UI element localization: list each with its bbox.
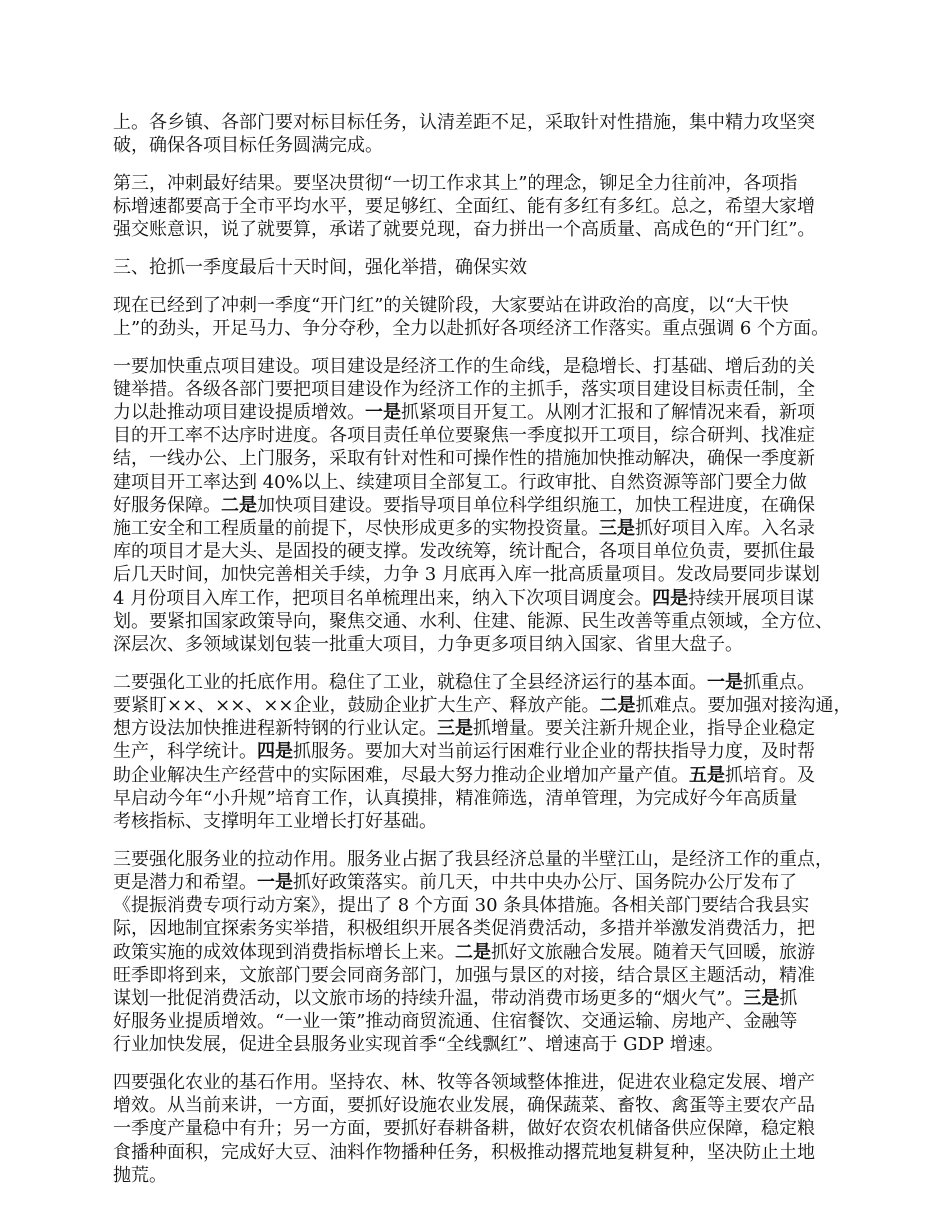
text-run: 抓好文旅融合发展。随着天气回暖，旅游 旺季即将到来，文旅部门要会同商务部门，加强与景区的对接，结合景区主题活动，精准 谋划一批促消费活动，以文旅市场的持续升温，带动消费市场更多的“烟火气”。 [113, 941, 815, 1009]
text-run: 现在已经到了冲刺一季度“开门红”的关键阶段，大家要站在讲政治的高度，以“大干快 上”的劲头，开足马力、争分夺秒，全力以赴抓好各项经济工作落实。重点强调 6 个方面。 [113, 294, 830, 339]
paragraph [113, 848, 853, 1057]
bold-keyword: 一是 [707, 671, 743, 693]
bold-keyword: 三是 [743, 987, 780, 1009]
text-run: 四要强化农业的基石作用。坚持农、林、牧等各领域整体推进，促进农业稳定发展、增产 增效。从当前来讲，一方面，要抓好设施农业发展，确保蔬菜、畜牧、禽蛋等主要农产品 一季度产量稳中有升；另一方面，要抓好春耕备耕，做好农资农机储备供应保障，稳定粮 食播种面积，完成好大豆、油料作物播种任务，积极推动撂荒地复耕复种，坚决防止土地 抛荒。 [113, 1072, 815, 1186]
bold-keyword: 一是 [257, 871, 293, 893]
bold-keyword: 二是 [455, 941, 491, 963]
bold-keyword: 三是 [599, 518, 635, 540]
paragraph [113, 355, 853, 657]
text-run: 二要强化工业的托底作用。稳住了工业，就稳住了全县经济运行的基本面。 [113, 671, 707, 693]
text-run: 加快项目建设。要指导项目单位科学组织施工，加快工程进度，在确保 施工安全和工程质量的前提下，尽快形成更多的实物投资量。 [113, 494, 815, 540]
bold-keyword: 二是 [599, 694, 636, 716]
text-run: 抓培育。及 早启动今年“小升规”培育工作，认真摸排，精准筛选，清单管理，为完成好今年高质量 考核指标、支撑明年工业增长打好基础。 [113, 764, 815, 832]
bold-keyword: 二是 [221, 494, 257, 516]
document-body [113, 111, 853, 1202]
text-run: 第三，冲刺最好结果。要坚决贯彻“一切工作求其上”的理念，铆足全力往前冲，各项指 标增速都要高于全市平均水平，要足够红、全面红、能有多红有多红。总之，希望大家增 强交账意识，说了就要算，承诺了就要兑现，奋力拼出一个高质量、高成色的“开门红”。 [113, 172, 816, 241]
bold-keyword: 三是 [437, 718, 473, 740]
paragraph [113, 172, 853, 242]
text-run: 持续开展项目谋 划。要紧扣国家政策导向，聚焦交通、水利、住建、能源、民生改善等重点领域，全方位、 深层次、多领域谋划包装一批重大项目，力争更多项目纳入国家、省里大盘子。 [113, 587, 833, 656]
text-run: 抓好政策落实。前几天，中共中央办公厅、国务院办公厅发布了 《提振消费专项行动方案》，提出了 8 个方面 30 条具体措施。各相关部门要结合我县实 际，因地制宜探索务实举措，积极组织开展各类促消费活动，多措并举激发消费活力，把 政策实施的成效体现到消费指标增长上来。 [113, 871, 815, 963]
text-run: 抓增量。要关注新升规企业，指导企业稳定 生产，科学统计。 [113, 718, 815, 763]
bold-keyword: 四是 [652, 587, 689, 609]
text-run: 上。各乡镇、各部门要对标目标任务，认清差距不足，采取针对性措施，集中精力攻坚突 破，确保各项目标任务圆满完成。 [113, 112, 815, 157]
text-run: 抓好项目入库。入名录 库的项目才是大头、是固投的硬支撑。发改统筹，统计配合，各项目单位负责，要抓住最 后几天时间，加快完善相关手续，力争 3 月底再入库一批高质量项目。发改局要同步谋划 4 月份项目入库工作，把项目名单梳理出来，纳入下次项目调度会。 [113, 518, 820, 609]
text-run: 抓重点。 要紧盯××、××、××企业，鼓励企业扩大生产、释放产能。 [113, 671, 815, 716]
text-run: 抓难点。要加强对接沟通， 想方设法加快推进程新特钢的行业认定。 [113, 694, 852, 740]
paragraph [113, 294, 853, 340]
text-run: 抓服务。要加大对当前运行困难行业企业的帮扶指导力度，及时帮 助企业解决生产经营中的实际困难，尽最大努力推动企业增加产量产值。 [113, 741, 815, 786]
paragraph [113, 1071, 853, 1187]
bold-keyword: 四是 [257, 741, 293, 763]
paragraph [113, 111, 853, 157]
text-run: 抓紧项目开复工。从刚才汇报和了解情况来看，新项 目的开工率不达序时进度。各项目责任单位要聚焦一季度拟开工项目，综合研判、找准症 结，一线办公、上门服务，采取有针对性和可操作性的措施加快推动解决，确保一季度新 建项目开工率达到 40%以上、续建项目全部复工。行政审批、自然资源等部门要全力做 好服务保障。 [113, 402, 815, 516]
text-run: 三要强化服务业的拉动作用。服务业占据了我县经济总量的半壁江山，是经济工作的重点， 更是潜力和希望。 [113, 848, 833, 893]
bold-keyword: 一是 [365, 402, 401, 424]
paragraph [113, 256, 853, 279]
bold-keyword: 五是 [689, 764, 725, 786]
text-run: 三、抢抓一季度最后十天时间，强化举措，确保实效 [113, 257, 527, 279]
paragraph [113, 671, 853, 833]
text-run: 抓 好服务业提质增效。“一业一策”推动商贸流通、住宿餐饮、交通运输、房地产、金融等 行业加快发展，促进全县服务业实现首季“全线飘红”、增速高于 GDP 增速。 [113, 987, 798, 1056]
text-run: 一要加快重点项目建设。项目建设是经济工作的生命线，是稳增长、打基础、增后劲的关 键举措。各级各部门要把项目建设作为经济工作的主抓手，落实项目建设目标责任制，全 力以赴推动项目建设提质增效。 [113, 355, 815, 424]
